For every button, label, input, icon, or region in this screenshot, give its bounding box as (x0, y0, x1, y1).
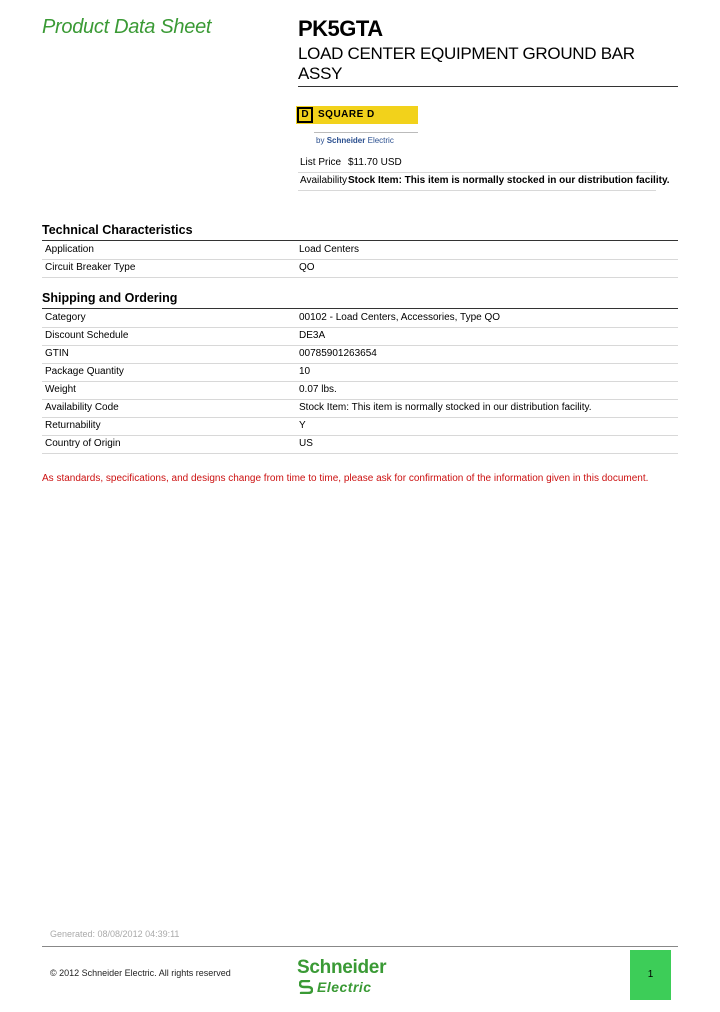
square-d-logo (296, 106, 418, 148)
list-price-label: List Price (300, 157, 342, 168)
product-description: LOAD CENTER EQUIPMENT GROUND BAR ASSY (298, 44, 635, 83)
row-label: Category (45, 312, 86, 323)
row-label: Country of Origin (45, 438, 121, 449)
table-row (42, 435, 678, 454)
row-label: GTIN (45, 348, 69, 359)
header-divider (298, 86, 678, 87)
brand-divider (314, 132, 418, 133)
table-row (42, 345, 678, 364)
row-label: Application (45, 244, 94, 255)
row-label: Package Quantity (45, 366, 124, 377)
shipping-ordering-title: Shipping and Ordering (42, 291, 178, 305)
square-d-banner (296, 106, 418, 124)
schneider-leaf-icon (299, 980, 313, 994)
by-company-suffix: Electric (367, 136, 394, 145)
page-number: 1 (647, 969, 654, 980)
row-value: 00785901263654 (299, 348, 377, 359)
technical-characteristics-title: Technical Characteristics (42, 223, 193, 237)
generated-timestamp: Generated: 08/08/2012 04:39:11 (50, 929, 180, 939)
by-schneider-electric (316, 136, 394, 145)
list-price-value: $11.70 USD (348, 157, 402, 168)
square-d-wordmark: SQUARE D (318, 109, 375, 120)
table-row (42, 381, 678, 400)
list-price-row (298, 154, 656, 173)
row-label: Discount Schedule (45, 330, 129, 341)
page-number-box (630, 950, 671, 1000)
schneider-electric-logo (297, 957, 423, 997)
row-value: Y (299, 420, 306, 431)
square-d-mark-icon: D (297, 107, 313, 123)
copyright-notice: © 2012 Schneider Electric. All rights reserved (50, 968, 231, 978)
footer-divider (42, 946, 678, 947)
row-value: DE3A (299, 330, 326, 341)
row-value: Load Centers (299, 244, 360, 255)
row-value: 0.07 lbs. (299, 384, 337, 395)
row-label: Circuit Breaker Type (45, 262, 136, 273)
by-prefix: by (316, 136, 325, 145)
table-row (42, 309, 678, 328)
row-value: US (299, 438, 313, 449)
part-number: PK5GTA (298, 16, 383, 41)
table-row (42, 417, 678, 436)
logo-electric-text: Electric (317, 979, 372, 995)
table-row (42, 399, 678, 418)
availability-row (298, 172, 670, 191)
row-value: 10 (299, 366, 311, 377)
disclaimer-text: As standards, specifications, and designs change from time to time, please ask for confirmation of the information given in this document. (42, 473, 649, 484)
row-label: Availability Code (45, 402, 119, 413)
table-row (42, 327, 678, 346)
table-row (42, 241, 678, 260)
by-company-name: Schneider (326, 136, 366, 145)
row-value: 00102 - Load Centers, Accessories, Type QO (299, 312, 501, 323)
table-row (42, 363, 678, 382)
table-row (42, 259, 678, 278)
document-type-title: Product Data Sheet (42, 16, 212, 38)
row-value: Stock Item: This item is normally stocked in our distribution facility. (299, 402, 592, 413)
availability-label: Availability (300, 175, 348, 186)
row-label: Weight (45, 384, 76, 395)
availability-value: Stock Item: This item is normally stocked in our distribution facility. (348, 175, 670, 186)
row-value: QO (299, 262, 315, 273)
logo-schneider-text: Schneider (297, 957, 387, 978)
row-label: Returnability (45, 420, 101, 431)
